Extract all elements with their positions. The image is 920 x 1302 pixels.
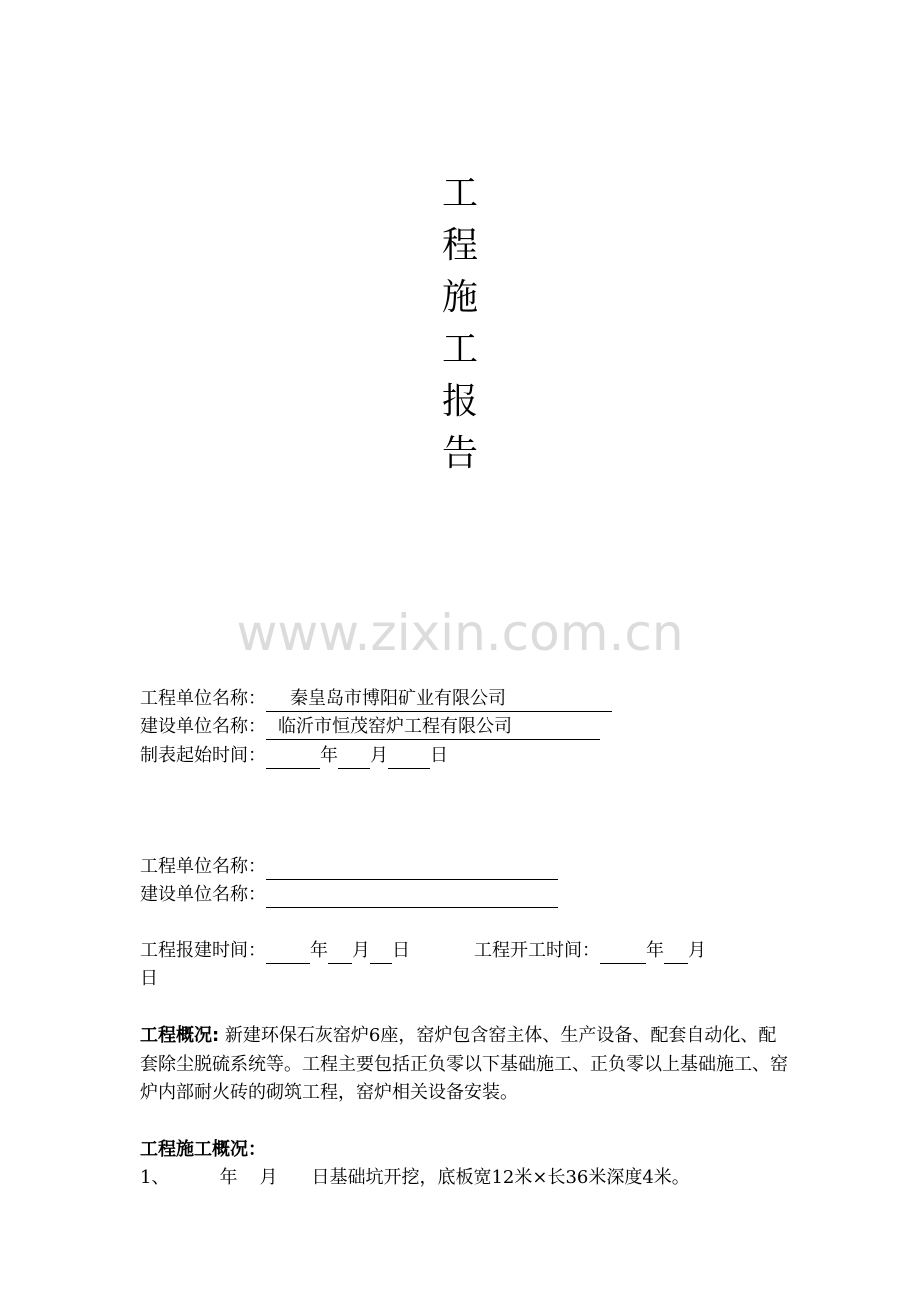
start-work-year-blank[interactable]: [600, 939, 646, 964]
construction-heading: 工程施工概况：: [140, 1139, 266, 1160]
start-work-month-label: 月: [688, 940, 706, 961]
builder-unit-row-2: [140, 882, 558, 908]
times-row: [140, 938, 706, 964]
start-work-month-blank[interactable]: [664, 939, 688, 964]
month-label: 月: [370, 745, 388, 766]
report-month-label: 月: [352, 940, 370, 961]
overview-paragraph: [140, 1022, 790, 1108]
year-blank[interactable]: [266, 744, 320, 769]
start-work-day-label: 日: [140, 968, 158, 989]
project-unit-label-2: 工程单位名称：: [140, 856, 266, 877]
builder-unit-label: 建设单位名称：: [140, 716, 266, 737]
start-work-year-label: 年: [646, 940, 664, 961]
day-blank[interactable]: [388, 744, 430, 769]
project-unit-row: [140, 686, 612, 712]
project-unit-label: 工程单位名称：: [140, 688, 266, 709]
year-label: 年: [320, 745, 338, 766]
builder-unit-row: [140, 714, 600, 740]
month-blank[interactable]: [338, 744, 370, 769]
report-title: [0, 168, 920, 480]
construction-heading-block: [140, 1136, 790, 1165]
report-day-blank[interactable]: [370, 939, 392, 964]
times-row-wrap: [140, 966, 158, 992]
title-char: 告: [441, 433, 478, 474]
item-year-label: 年: [219, 1167, 238, 1188]
builder-unit-label-2: 建设单位名称：: [140, 884, 266, 905]
title-char: 工: [441, 329, 478, 370]
title-char: 施: [441, 277, 478, 318]
overview-heading: 工程概况:: [140, 1025, 220, 1046]
report-time-label: 工程报建时间：: [140, 940, 266, 961]
watermark: www.zixin.com.cn: [236, 604, 684, 662]
builder-unit-blank[interactable]: [266, 883, 558, 908]
report-year-blank[interactable]: [266, 939, 310, 964]
project-unit-blank[interactable]: [266, 855, 558, 880]
item-text: 日基础坑开挖，底板宽12米×长36米深度4米。: [311, 1167, 690, 1188]
report-month-blank[interactable]: [328, 939, 352, 964]
project-unit-value: 秦皇岛市博阳矿业有限公司: [266, 687, 612, 712]
report-year-label: 年: [310, 940, 328, 961]
report-day-label: 日: [392, 940, 410, 961]
overview-text: 新建环保石灰窑炉6座，窑炉包含窑主体、生产设备、配套自动化、配套除尘脱硫系统等。工程主要包括正负零以下基础施工、正负零以上基础施工、窑炉内部耐火砖的砌筑工程，窑炉相关设备安装。: [140, 1025, 788, 1103]
title-char: 程: [441, 225, 478, 266]
project-unit-row-2: [140, 854, 558, 880]
start-time-label: 制表起始时间：: [140, 745, 266, 766]
start-time-row: [140, 743, 448, 769]
builder-unit-value: 临沂市恒茂窑炉工程有限公司: [266, 715, 600, 740]
item-month-label: 月: [259, 1167, 278, 1188]
construction-item-1: [140, 1164, 790, 1193]
title-char: 工: [441, 173, 478, 214]
day-label: 日: [430, 745, 448, 766]
title-char: 报: [441, 381, 478, 422]
item-number: 1、: [140, 1167, 170, 1188]
start-work-label: 工程开工时间：: [474, 940, 600, 961]
